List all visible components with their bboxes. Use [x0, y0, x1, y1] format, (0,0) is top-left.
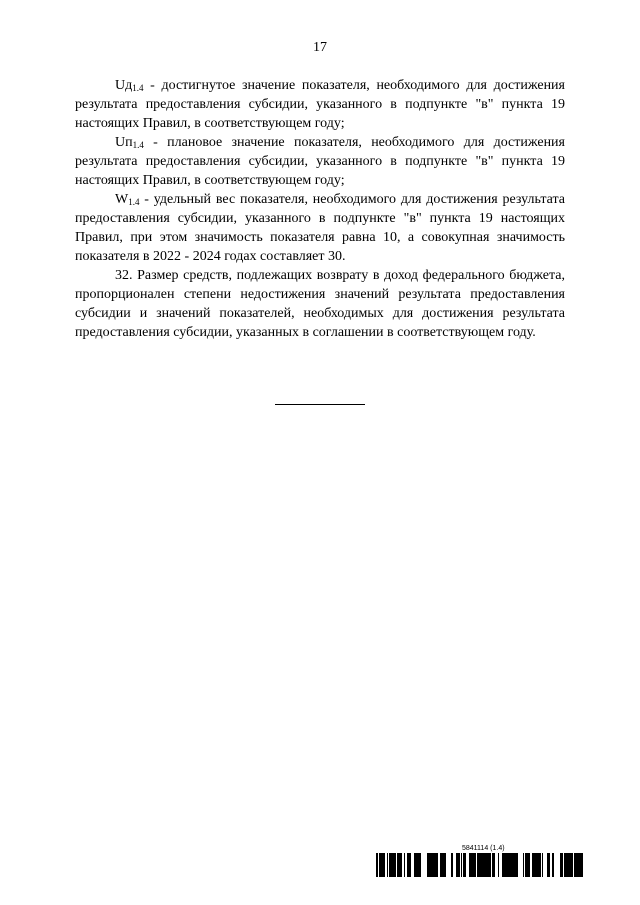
barcode-caption: 5841114 (1.4) — [462, 845, 505, 852]
subscript-w: 1.4 — [128, 197, 140, 207]
end-rule — [275, 404, 365, 405]
symbol-w: W — [115, 192, 129, 207]
paragraph-32: 32. Размер средств, подлежащих возврату в доход федерального бюджета, пропорционален степени недостижения значений результата предоставления субсидии и значений показателей, необходимых для достижения результата предоставления субсидии, указанных в соглашении в соответствующем году. — [75, 268, 565, 340]
paragraph-text: - достигнутое значение показателя, необходимого для достижения результата предоставления субсидии, указанного в подпункте "в" пункта 19 настоящих Правил, в соответствующем году; — [75, 78, 565, 131]
subscript-ud: 1.4 — [132, 83, 144, 93]
document-body — [75, 76, 565, 342]
page-number: 17 — [313, 40, 327, 55]
paragraph-text: - удельный вес показателя, необходимого для достижения результата предоставления субсидии, указанного в подпункте "в" пункта 19 настоящих Правил, при этом значимость показателя равна 10, а совокупная значимость показателя в 2022 - 2024 годах составляет 30. — [75, 192, 565, 264]
paragraph-up — [75, 133, 565, 190]
subscript-up: 1.4 — [132, 140, 144, 150]
paragraph-text: - плановое значение показателя, необходимого для достижения результата предоставления субсидии, указанного в подпункте "в" пункта 19 настоящих Правил, в соответствующем году; — [75, 135, 565, 188]
barcode-image — [375, 853, 586, 877]
paragraph-ud — [75, 76, 565, 133]
symbol-up: Uп — [115, 135, 133, 150]
symbol-ud: Uд — [115, 78, 133, 93]
paragraph-w — [75, 190, 565, 266]
